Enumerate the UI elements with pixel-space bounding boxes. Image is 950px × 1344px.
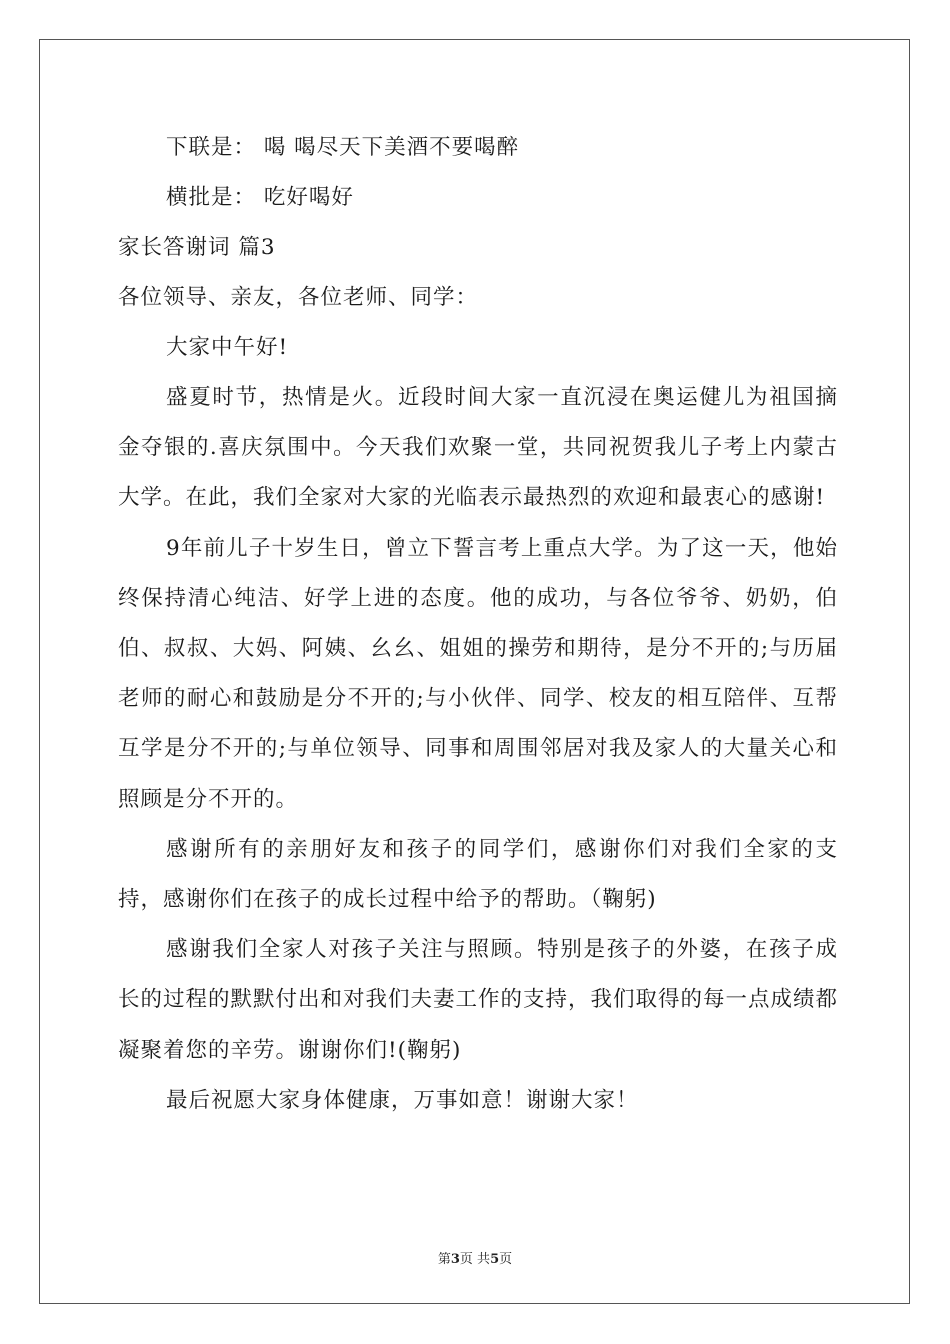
- couplet-horizontal-line: 横批是： 吃好喝好: [166, 185, 354, 210]
- document-body: [118, 123, 838, 1126]
- paragraph-3: 感谢所有的亲朋好友和孩子的同学们，感谢你们对我们全家的支持，感谢你们在孩子的成长过程中给予的帮助。（鞠躬): [118, 836, 838, 913]
- greeting: 大家中午好!: [166, 335, 289, 360]
- salutation: 各位领导、亲友，各位老师、同学：: [118, 285, 479, 310]
- paragraph-5: 最后祝愿大家身体健康，万事如意！谢谢大家！: [166, 1087, 639, 1113]
- footer-suffix: 页: [499, 1252, 513, 1267]
- footer-page-total: 5: [490, 1252, 500, 1267]
- paragraph-1: 盛夏时节，热情是火。近段时间大家一直沉浸在奥运健儿为祖国摘金夺银的.喜庆氛围中。今天我们欢聚一堂，共同祝贺我儿子考上内蒙古大学。在此，我们全家对大家的光临表示最热烈的欢迎和最衷心的感谢!: [118, 385, 838, 511]
- paragraph-4: 感谢我们全家人对孩子关注与照顾。特别是孩子的外婆，在孩子成长的过程的默默付出和对我们夫妻工作的支持，我们取得的每一点成绩都凝聚着您的辛劳。谢谢你们!(鞠躬): [118, 937, 839, 1063]
- footer-page-current: 3: [450, 1252, 460, 1267]
- section-title: 家长答谢词 篇3: [118, 235, 276, 260]
- page-footer: [0, 1248, 950, 1267]
- footer-prefix: 第: [437, 1252, 451, 1267]
- paragraph-2: 9年前儿子十岁生日，曾立下誓言考上重点大学。为了这一天，他始终保持清心纯洁、好学上进的态度。他的成功，与各位爷爷、奶奶，伯伯、叔叔、大妈、阿姨、幺幺、姐姐的操劳和期待，是分不开的;与历届老师的耐心和鼓励是分不开的;与小伙伴、同学、校友的相互陪伴、互帮互学是分不开的;与单位领导、同事和周围邻居对我及家人的大量关心和照顾是分不开的。: [118, 535, 838, 812]
- couplet-lower-line: 下联是： 喝 喝尽天下美酒不要喝醉: [166, 135, 520, 160]
- footer-mid: 页 共: [459, 1252, 491, 1267]
